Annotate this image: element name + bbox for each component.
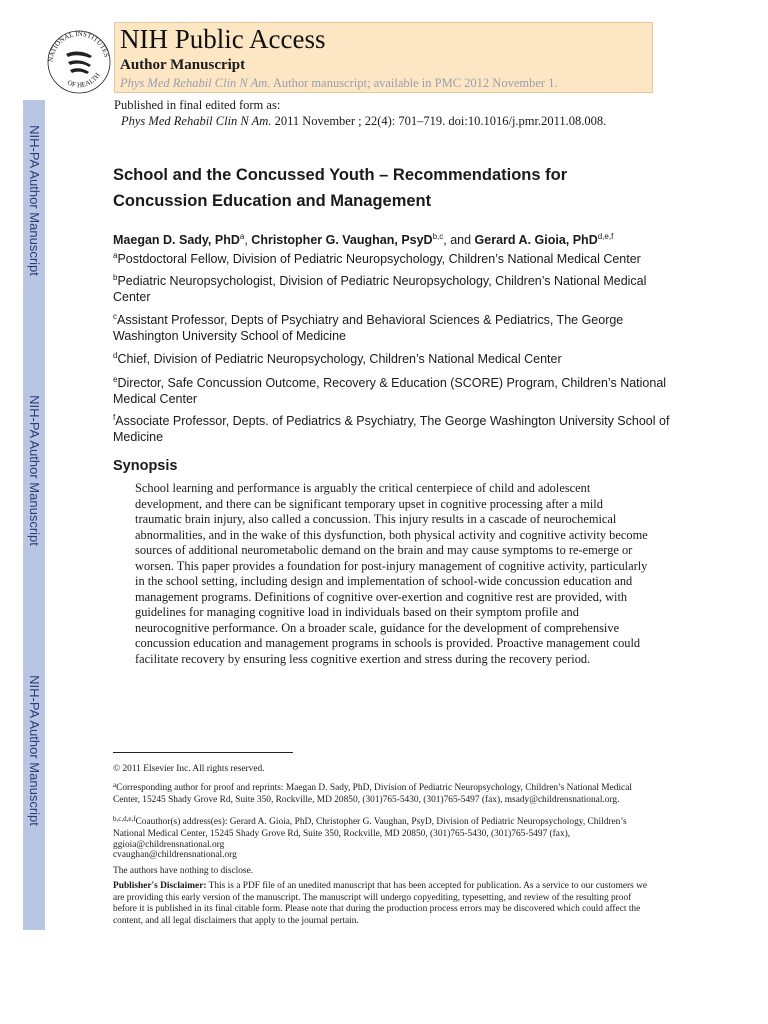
banner-availability: Phys Med Rehabil Clin N Am. Author manuscript; available in PMC 2012 November 1. bbox=[120, 76, 558, 90]
publisher-disclaimer: Publisher's Disclaimer: This is a PDF file of an unedited manuscript that has been accepted for publication. As a service to our customers we are providing this early version of the manuscript. The manuscript will undergo copyediting, typesetting, and review of the resulting proof before it is published in its final citable form. Please note that during the production process errors may be discovered which could affect the content, and all legal disclaimers that apply to the journal pertain. bbox=[113, 881, 648, 926]
affiliation-b: $^b$Pediatric Neuropsychologist, Division of Pediatric Neuropsychology, Children’s National Medical Center bbox=[113, 273, 647, 304]
nih-logo bbox=[44, 20, 114, 98]
logo-text-bottom: OF HEALTH bbox=[66, 71, 102, 90]
article-title: School and the Concussed Youth – Recommendations for Concussion Education and Management bbox=[113, 166, 568, 210]
affiliation-c: $^c$Assistant Professor, Depts of Psychiatry and Behavioral Sciences & Pediatrics, The George Washington University School of Medicine bbox=[113, 312, 624, 343]
nih-public-access-banner bbox=[114, 22, 653, 93]
footnote-rule bbox=[113, 752, 293, 753]
banner-title: NIH Public Access bbox=[120, 24, 326, 54]
synopsis-body: School learning and performance is arguably the critical centerpiece of child and adolescent development, and there can be significant temporary upset in cognitive processing after a mild traumatic brain injury, also called a concussion. This injury results in a cascade of neurochemical abnormalities, and in the wake of this dysfunction, both physical activity and cognitive activity become sources of additional neurometabolic demand on the brain and may cause symptoms to re-emerge or worsen. This paper provides a foundation for post-injury management of cognitive activity, particularly in the school setting, including design and implementation of school-wide concussion education and management programs. Definitions of cognitive over-exertion and cognitive rest are provided, with guidelines for managing cognitive load in individuals based on their symptom profile and neurocognitive performance. On a broader scale, guidance for the development of comprehensive concussion education and management programs in schools is provided. Proactive management could facilitate recovery by ensuring less cognitive exertion and stress during the recovery period. bbox=[135, 481, 648, 666]
manuscript-sidebar bbox=[23, 100, 45, 930]
affiliation-a: $^a$Postdoctoral Fellow, Division of Pediatric Neuropsychology, Children’s National Medical Center bbox=[113, 251, 641, 266]
author-name: Maegan D. Sady, PhD bbox=[113, 233, 240, 247]
affiliation-f: $^f$Associate Professor, Depts. of Pediatrics & Psychiatry, The George Washington University School of Medicine bbox=[113, 413, 670, 444]
disclosure-note: The authors have nothing to disclose. bbox=[113, 866, 254, 876]
sidebar-label-2: NIH-PA Author Manuscript bbox=[26, 394, 42, 546]
author-list: Maegan D. Sady, PhD$^a$, Christopher G. Vaughan, PsyD$^{b,c}$, and Gerard A. Gioia, PhD$^{d,e,f}$ bbox=[113, 232, 614, 247]
copyright-note: © 2011 Elsevier Inc. All rights reserved. bbox=[113, 764, 265, 774]
corresponding-author-note: $^a$Corresponding author for proof and reprints: Maegan D. Sady, PhD, Division of Pediatric Neuropsychology, Children’s National Medical Center, 15245 Shady Grove Rd, Suite 350, Rockville, MD 20850, (301)765-5430, (301)765-5497 (fax), msady@childrensnational.org. bbox=[113, 781, 632, 805]
affiliation-e: $^e$Director, Safe Concussion Outcome, Recovery & Education (SCORE) Program, Children’s National Medical Center bbox=[113, 375, 667, 406]
banner-subtitle: Author Manuscript bbox=[120, 57, 246, 73]
sidebar-label-1: NIH-PA Author Manuscript bbox=[26, 124, 42, 276]
affiliation-d: $^d$Chief, Division of Pediatric Neuropsychology, Children’s National Medical Center bbox=[113, 351, 562, 366]
coauthors-note: $^{b,c,d,e,f}$Coauthor(s) address(es): Gerard A. Gioia, PhD, Christopher G. Vaughan, PsyD, Division of Pediatric Neuropsychology, Children’s National Medical Center, 15245 Shady Grove Rd, Suite 350, Rockville, MD 20850, (301)765-5430, (301)765-5497 (fax), ggioia@childrensnational.org bbox=[113, 815, 627, 850]
svg-text:OF HEALTH bbox=[66, 71, 102, 89]
synopsis-heading: Synopsis bbox=[113, 458, 178, 474]
author-name: Christopher G. Vaughan, PsyD bbox=[251, 233, 433, 247]
published-label: Published in final edited form as: bbox=[114, 98, 281, 112]
coauthor-email: cvaughan@childrensnational.org bbox=[113, 850, 237, 860]
sidebar-label-3: NIH-PA Author Manuscript bbox=[26, 674, 42, 826]
logo-text-top: NATIONAL INSTITUTES bbox=[46, 29, 111, 63]
citation-line: Phys Med Rehabil Clin N Am. 2011 November ; 22(4): 701–719. doi:10.1016/j.pmr.2011.08.008. bbox=[121, 114, 607, 128]
author-name: Gerard A. Gioia, PhD bbox=[474, 233, 598, 247]
svg-text:NATIONAL INSTITUTES bbox=[47, 30, 111, 62]
